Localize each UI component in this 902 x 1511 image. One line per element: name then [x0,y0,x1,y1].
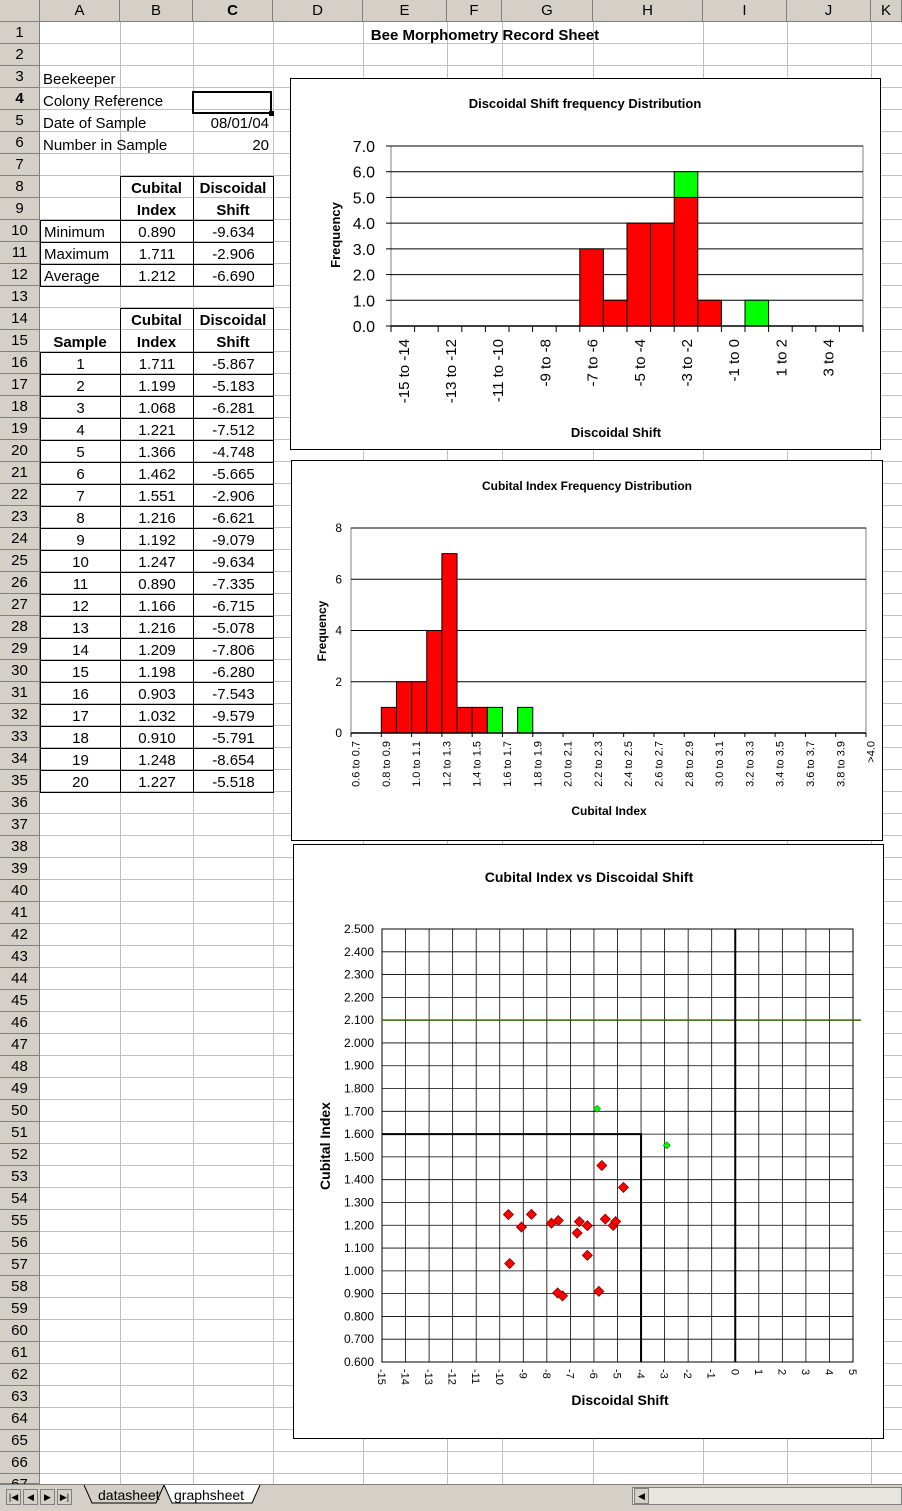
sheet-tab-bar [0,1484,902,1511]
chart1-ytick-label: 6.0 [352,164,375,182]
row-header[interactable]: 55 [0,1210,40,1232]
chart1-xtick-label: -15 to -14 [395,339,413,404]
chart3-xtick-label: -2 [681,1369,694,1379]
sample-cubital-value: 1.551 [120,484,194,507]
sample-discoidal-value: -5.183 [193,374,274,397]
colony-reference-input[interactable] [192,91,272,114]
number-label: Number in Sample [43,137,168,154]
row-header[interactable]: 36 [0,792,40,814]
chart2-xtick-label: 1.6 to 1.7 [502,741,515,787]
column-header-h[interactable]: H [593,0,703,22]
row-header[interactable]: 17 [0,374,40,396]
chart2-bar-red [396,682,411,733]
summary-cubital-value: 1.212 [120,264,194,287]
row-header[interactable]: 33 [0,726,40,748]
chart3-ytick-label: 1.500 [343,1149,374,1164]
row-header[interactable]: 11 [0,242,40,264]
row-header[interactable]: 52 [0,1144,40,1166]
chart3-xtick-label: 3 [798,1369,811,1376]
row-header[interactable]: 50 [0,1100,40,1122]
chart1-xtick-label: -9 to -8 [537,339,555,387]
chart2-xtick-label: 2.0 to 2.1 [562,741,575,787]
chart1-title: Discoidal Shift frequency Distribution [468,96,702,111]
row-header[interactable]: 5 [0,110,40,132]
row-header[interactable]: 42 [0,924,40,946]
sample-number: 8 [40,506,121,529]
chart2-ytick-label: 8 [335,521,342,535]
sample-number: 14 [40,638,121,661]
chart3-ytick-label: 2.500 [343,922,374,936]
row-header[interactable]: 44 [0,968,40,990]
chart3-ytick-label: 2.000 [343,1035,374,1050]
chart1-bar-green [674,172,698,198]
sample-number: 2 [40,374,121,397]
row-header[interactable]: 30 [0,660,40,682]
row-header[interactable]: 65 [0,1430,40,1452]
row-header[interactable]: 64 [0,1408,40,1430]
chart3-xtick-label: 5 [846,1369,858,1376]
chart2-bar-green [518,707,533,733]
chart1-bar-red [651,223,675,326]
sample-cubital-value: 1.248 [120,748,194,771]
row-header[interactable]: 7 [0,154,40,176]
chart3-ytick-label: 1.900 [343,1058,374,1073]
chart3-ytick-label: 1.200 [343,1218,374,1233]
row-header[interactable]: 31 [0,682,40,704]
chart2-xtick-label: 3.0 to 3.1 [714,741,727,787]
chart2-xtick-label: 2.2 to 2.3 [592,741,605,787]
row-header[interactable]: 61 [0,1342,40,1364]
row-header[interactable]: 8 [0,176,40,198]
chart2-xlabel: Cubital Index [571,804,647,818]
sample-cubital-value: 1.366 [120,440,194,463]
column-header-c[interactable]: C [193,0,273,22]
row-header[interactable]: 58 [0,1276,40,1298]
chart1-bar-green [745,300,769,326]
summary-discoidal-value: -9.634 [193,220,274,243]
chart3-title: Cubital Index vs Discoidal Shift [484,869,694,885]
sample-number: 19 [40,748,121,771]
summary-cubital-value: 1.711 [120,242,194,265]
chart2-xtick-label: 1.8 to 1.9 [532,741,545,787]
summary-discoidal-value: -2.906 [193,242,274,265]
sample-cubital-value: 0.890 [120,572,194,595]
chart3-xtick-label: 4 [822,1369,835,1376]
chart1-ytick-label: 0.0 [352,319,375,336]
sample-discoidal-value: -7.335 [193,572,274,595]
row-header[interactable]: 21 [0,462,40,484]
summary-discoidal-value: -6.690 [193,264,274,287]
row-header[interactable]: 1 [0,22,40,44]
row-header[interactable]: 51 [0,1122,40,1144]
row-header[interactable]: 3 [0,66,40,88]
column-header-d[interactable]: D [273,0,363,22]
row-header[interactable]: 27 [0,594,40,616]
sample-cubital-value: 1.462 [120,462,194,485]
chart1-xtick-label: -1 to 0 [726,339,744,382]
row-header[interactable]: 38 [0,836,40,858]
sample-number: 3 [40,396,121,419]
chart3-xtick-label: -12 [445,1369,458,1385]
chart2-ytick-label: 6 [335,572,342,587]
sample-number: 6 [40,462,121,485]
samples-header-discoidal: Shift [216,334,250,351]
chart3-xtick-label: -10 [492,1369,505,1385]
chart3-ytick-label: 0.800 [343,1309,374,1324]
chart2-xtick-label: 0.8 to 0.9 [380,741,393,787]
samples-header-cubital: Index [136,334,177,351]
sample-discoidal-value: -9.634 [193,550,274,573]
chart2-xtick-label: 2.8 to 2.9 [683,741,696,787]
chart3-xtick-label: -8 [539,1369,552,1379]
sample-number: 18 [40,726,121,749]
row-header[interactable]: 45 [0,990,40,1012]
chart2-title: Cubital Index Frequency Distribution [481,479,693,493]
sample-number: 5 [40,440,121,463]
row-header[interactable]: 6 [0,132,40,154]
colony-reference-label: Colony Reference [43,93,164,110]
sample-cubital-value: 1.068 [120,396,194,419]
sample-number: 15 [40,660,121,683]
sample-cubital-value: 1.192 [120,528,194,551]
sample-cubital-value: 1.247 [120,550,194,573]
row-header[interactable]: 48 [0,1056,40,1078]
chart3-xtick-label: -1 [704,1369,717,1379]
chart2-bar-green [487,707,502,733]
chart3-ytick-label: 0.900 [343,1286,374,1301]
chart1-ylabel: Frequency [328,202,343,268]
scatter-plot [294,845,883,1438]
row-header[interactable] [0,1474,40,1484]
summary-header-cubital: Index [136,202,177,219]
chart3-xtick-label: -9 [516,1369,529,1379]
column-header-f[interactable]: F [447,0,502,22]
sample-discoidal-value: -8.654 [193,748,274,771]
sample-number: 17 [40,704,121,727]
sample-discoidal-value: -7.806 [193,638,274,661]
sample-discoidal-value: -6.281 [193,396,274,419]
summary-label: Average [40,264,121,287]
sample-discoidal-value: -2.906 [193,484,274,507]
row-header[interactable]: 43 [0,946,40,968]
summary-header-discoidal: Discoidal [199,180,267,197]
chart1-xtick-label: -5 to -4 [631,339,649,387]
chart3-ytick-label: 0.700 [343,1332,374,1347]
sample-number: 20 [40,770,121,793]
discoidal-shift-chart[interactable] [290,78,881,450]
column-header-k[interactable]: K [871,0,902,22]
chart3-ytick-label: 0.600 [343,1355,374,1369]
chart3-xtick-label: -6 [586,1369,599,1379]
row-header[interactable]: 54 [0,1188,40,1210]
chart3-xlabel: Discoidal Shift [571,1392,669,1408]
sample-cubital-value: 0.910 [120,726,194,749]
row-header[interactable]: 41 [0,902,40,924]
chart1-xlabel: Discoidal Shift [570,425,662,440]
chart3-ytick-label: 1.700 [343,1104,374,1119]
chart3-xtick-label: 2 [775,1369,788,1376]
horizontal-scrollbar[interactable] [632,1487,902,1505]
chart3-xtick-label: -13 [422,1369,435,1385]
row-header[interactable]: 25 [0,550,40,572]
row-header[interactable]: 15 [0,330,40,352]
last-sheet-button[interactable]: ▶| [57,1489,72,1505]
row-header[interactable]: 46 [0,1012,40,1034]
scatter-chart[interactable] [293,844,884,1439]
chart2-xtick-label: 0.6 to 0.7 [350,741,363,787]
sample-number: 12 [40,594,121,617]
chart2-ytick-label: 0 [335,726,342,740]
row-header[interactable]: 20 [0,440,40,462]
sample-discoidal-value: -5.867 [193,352,274,375]
scroll-left-button[interactable]: ◀ [634,1488,649,1504]
chart2-bar-red [472,707,487,733]
chart3-xtick-label: -5 [610,1369,623,1379]
tab-graphsheet[interactable]: graphsheet [174,1487,245,1503]
sample-cubital-value: 1.198 [120,660,194,683]
samples-header-sample: Sample [53,334,107,351]
chart2-xtick-label: 1.2 to 1.3 [441,741,454,787]
chart1-ytick-label: 7.0 [352,139,375,156]
chart2-bar-red [457,707,472,733]
chart3-xtick-label: 0 [728,1369,741,1376]
row-header[interactable]: 13 [0,286,40,308]
row-header[interactable]: 34 [0,748,40,770]
row-header[interactable]: 23 [0,506,40,528]
chart2-xtick-label: 2.4 to 2.5 [623,741,636,787]
beekeeper-label: Beekeeper [43,71,116,88]
chart2-xtick-label: 1.4 to 1.5 [471,741,484,787]
chart3-ytick-label: 1.600 [343,1127,374,1142]
column-header-i[interactable]: I [703,0,787,22]
sample-number: 11 [40,572,121,595]
sample-number: 10 [40,550,121,573]
column-header-j[interactable]: J [787,0,871,22]
row-header[interactable]: 9 [0,198,40,220]
chart2-ytick-label: 4 [335,623,342,638]
row-header[interactable]: 22 [0,484,40,506]
number-value: 20 [252,137,269,154]
chart1-bar-red [674,197,698,326]
chart1-bar-red [580,249,604,326]
sample-discoidal-value: -5.518 [193,770,274,793]
sample-number: 13 [40,616,121,639]
row-header[interactable]: 56 [0,1232,40,1254]
samples-header-cubital: Cubital [131,312,182,329]
chart3-ylabel: Cubital Index [317,1102,333,1190]
row-header[interactable]: 62 [0,1364,40,1386]
chart1-xtick-label: -11 to -10 [490,339,508,403]
sample-number: 9 [40,528,121,551]
row-header[interactable]: 32 [0,704,40,726]
sample-cubital-value: 1.166 [120,594,194,617]
sample-discoidal-value: -5.665 [193,462,274,485]
date-value: 08/01/04 [210,115,269,132]
chart3-ytick-label: 1.100 [343,1241,374,1256]
row-header[interactable]: 2 [0,44,40,66]
chart2-bar-red [412,682,427,733]
chart1-bar-red [627,223,651,326]
chart3-ytick-label: 1.300 [343,1195,374,1210]
chart3-xtick-label: -11 [469,1369,482,1385]
chart1-xtick-label: 3 to 4 [820,339,838,377]
sample-number: 1 [40,352,121,375]
row-header[interactable]: 49 [0,1078,40,1100]
select-all-corner[interactable] [0,0,40,22]
sheet-title: Bee Morphometry Record Sheet [370,27,600,44]
row-header[interactable]: 19 [0,418,40,440]
row-header[interactable]: 10 [0,220,40,242]
row-header[interactable]: 40 [0,880,40,902]
sample-discoidal-value: -7.543 [193,682,274,705]
chart2-xtick-label: 3.2 to 3.3 [744,741,757,787]
column-header-e[interactable]: E [363,0,447,22]
chart2-xtick-label: 1.0 to 1.1 [411,741,424,787]
chart2-xtick-label: 2.6 to 2.7 [653,741,666,787]
chart2-xtick-label: 3.8 to 3.9 [835,741,848,787]
sample-number: 7 [40,484,121,507]
row-header[interactable]: 28 [0,616,40,638]
sample-discoidal-value: -6.715 [193,594,274,617]
column-header-b[interactable]: B [120,0,193,22]
chart3-xtick-label: -3 [657,1369,670,1379]
sample-discoidal-value: -5.791 [193,726,274,749]
row-header[interactable]: 18 [0,396,40,418]
row-header[interactable]: 16 [0,352,40,374]
sample-cubital-value: 1.199 [120,374,194,397]
sample-cubital-value: 1.216 [120,506,194,529]
chart1-xtick-label: -3 to -2 [679,339,696,387]
sample-cubital-value: 1.227 [120,770,194,793]
sample-discoidal-value: -4.748 [193,440,274,463]
chart3-ytick-label: 1.800 [343,1081,374,1096]
row-header[interactable]: 24 [0,528,40,550]
chart1-xtick-label: 1 to 2 [773,339,791,377]
date-label: Date of Sample [43,115,147,132]
row-header[interactable]: 35 [0,770,40,792]
chart3-xtick-label: 1 [751,1369,764,1376]
row-header[interactable]: 4 [0,88,40,110]
sample-cubital-value: 1.221 [120,418,194,441]
samples-header-discoidal: Discoidal [199,312,267,329]
sample-cubital-value: 1.216 [120,616,194,639]
chart3-ytick-label: 2.300 [343,967,374,982]
chart3-xtick-label: -14 [398,1369,411,1385]
summary-cubital-value: 0.890 [120,220,194,243]
chart3-ytick-label: 2.100 [343,1013,374,1028]
row-header[interactable]: 37 [0,814,40,836]
row-header[interactable]: 66 [0,1452,40,1474]
row-header[interactable]: 47 [0,1034,40,1056]
chart1-ytick-label: 4.0 [352,216,375,234]
chart1-bar-red [698,300,722,326]
sample-cubital-value: 1.711 [120,352,194,375]
sample-discoidal-value: -9.079 [193,528,274,551]
chart2-bar-red [427,631,442,734]
chart3-ytick-label: 2.200 [343,990,374,1005]
chart3-xtick-label: -4 [634,1369,647,1379]
fill-handle[interactable] [269,111,274,116]
summary-label: Minimum [40,220,121,243]
row-header[interactable]: 14 [0,308,40,330]
sample-cubital-value: 1.032 [120,704,194,727]
summary-label: Maximum [40,242,121,265]
chart1-ytick-label: 5.0 [352,190,375,208]
chart2-xtick-label: 3.6 to 3.7 [804,741,817,787]
prev-sheet-button[interactable]: ◀ [23,1489,38,1505]
cubital-index-plot [292,461,882,840]
sample-cubital-value: 1.209 [120,638,194,661]
row-header[interactable]: 57 [0,1254,40,1276]
row-header[interactable]: 29 [0,638,40,660]
next-sheet-button[interactable]: ▶ [40,1489,55,1505]
sample-number: 4 [40,418,121,441]
row-header[interactable]: 26 [0,572,40,594]
cubital-index-chart[interactable] [291,460,883,841]
chart1-ytick-label: 2.0 [352,267,375,285]
chart2-xtick-label: >4.0 [865,741,878,763]
row-header[interactable]: 39 [0,858,40,880]
chart3-xtick-label: -7 [563,1369,576,1379]
summary-header-cubital: Cubital [131,180,182,197]
chart2-ytick-label: 2 [335,674,342,689]
chart1-xtick-label: -13 to -12 [443,339,460,404]
sample-discoidal-value: -9.579 [193,704,274,727]
sample-number: 16 [40,682,121,705]
chart3-xtick-label: -15 [375,1369,387,1385]
sample-discoidal-value: -7.512 [193,418,274,441]
sample-discoidal-value: -6.621 [193,506,274,529]
first-sheet-button[interactable]: |◀ [6,1489,21,1505]
chart2-bar-red [442,554,457,733]
row-header[interactable]: 60 [0,1320,40,1342]
sample-cubital-value: 0.903 [120,682,194,705]
chart2-xtick-label: 3.4 to 3.5 [774,741,787,787]
chart3-ytick-label: 1.000 [343,1263,374,1278]
discoidal-shift-plot [291,79,880,449]
column-header-g[interactable]: G [502,0,593,22]
column-header-a[interactable]: A [40,0,120,22]
row-header[interactable]: 12 [0,264,40,286]
chart1-bar-red [603,300,627,326]
sample-discoidal-value: -6.280 [193,660,274,683]
chart2-ylabel: Frequency [315,600,329,662]
tab-datasheet[interactable]: datasheet [98,1487,160,1503]
row-header[interactable]: 63 [0,1386,40,1408]
chart3-ytick-label: 2.400 [343,944,374,959]
summary-header-discoidal: Shift [216,202,250,219]
row-header[interactable]: 53 [0,1166,40,1188]
row-header[interactable]: 59 [0,1298,40,1320]
sample-discoidal-value: -5.078 [193,616,274,639]
chart1-ytick-label: 3.0 [352,241,375,259]
chart1-ytick-label: 1.0 [352,293,375,311]
chart1-xtick-label: -7 to -6 [584,339,602,387]
chart3-ytick-label: 1.400 [343,1172,374,1187]
chart2-bar-red [381,707,396,733]
